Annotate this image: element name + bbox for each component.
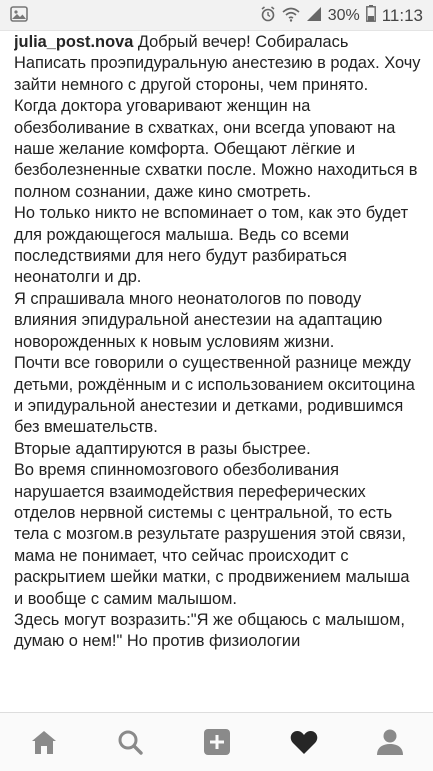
content-fade	[0, 690, 433, 714]
image-icon	[10, 9, 28, 26]
caption-first-line	[14, 32, 421, 53]
caption-paragraph: Но только никто не вспоминает о том, как это будет для рождающегося малыша. Ведь со всеми последствиями для него будут разбираться неонатолги и др.	[14, 204, 409, 287]
alarm-icon	[260, 6, 276, 27]
activity-heart-icon[interactable]	[287, 727, 321, 757]
home-icon[interactable]	[27, 727, 61, 757]
caption-paragraph: Здесь могут возразить:"Я же общаюсь с малышом, думаю о нем!" Но против физиологии	[14, 610, 405, 651]
caption-paragraph: Почти все говорили о существенной разнице между детьми, рождённым и с использованием окситоцина и эпидуральной анестезии и детками, родившимся без вмешательств.	[14, 354, 415, 437]
profile-icon[interactable]	[373, 727, 407, 757]
caption-greeting: Добрый вечер! Собиралась	[133, 33, 349, 51]
caption-paragraph: Вторые адаптируются в разы быстрее.	[14, 439, 311, 458]
post-username[interactable]: julia_post.nova	[14, 33, 134, 51]
status-bar	[0, 0, 433, 31]
clock: 11:13	[381, 6, 423, 25]
status-left	[10, 6, 28, 27]
battery-icon	[366, 5, 376, 27]
caption-paragraph: Когда доктора уговаривают женщин на обезболивание в схватках, они всегда уповают на наше желание комфорта. Обещают лёгкие и безболезненные схватки после. Можно находиться в полном сознании, даже кино смотреть.	[14, 97, 418, 201]
bottom-nav	[0, 712, 433, 771]
battery-percent: 30%	[327, 7, 360, 24]
caption-paragraph: Я спрашивала много неонатологов по поводу влияния эпидуральной анестезии на адаптацию новорожденных к новым условиям жизни.	[14, 289, 383, 351]
caption-paragraph: Во время спинномозгового обезболивания нарушается взаимодействия переферических отделов нервной системы с центральной, то есть тела с мозгом.в результате разрушения этой связи, мама не понимает, что сейчас происходит с раскрытием шейки матки, с продвижением малыша и вообще с самим малышом.	[14, 461, 410, 608]
search-icon[interactable]	[113, 727, 147, 757]
post-caption	[14, 32, 421, 712]
status-right	[260, 5, 423, 27]
wifi-icon	[282, 6, 300, 27]
signal-icon	[306, 6, 322, 27]
add-post-icon[interactable]	[200, 727, 234, 757]
caption-paragraph: Написать проэпидуральную анестезию в родах. Хочу зайти немного с другой стороны, чем принято.	[14, 54, 421, 94]
